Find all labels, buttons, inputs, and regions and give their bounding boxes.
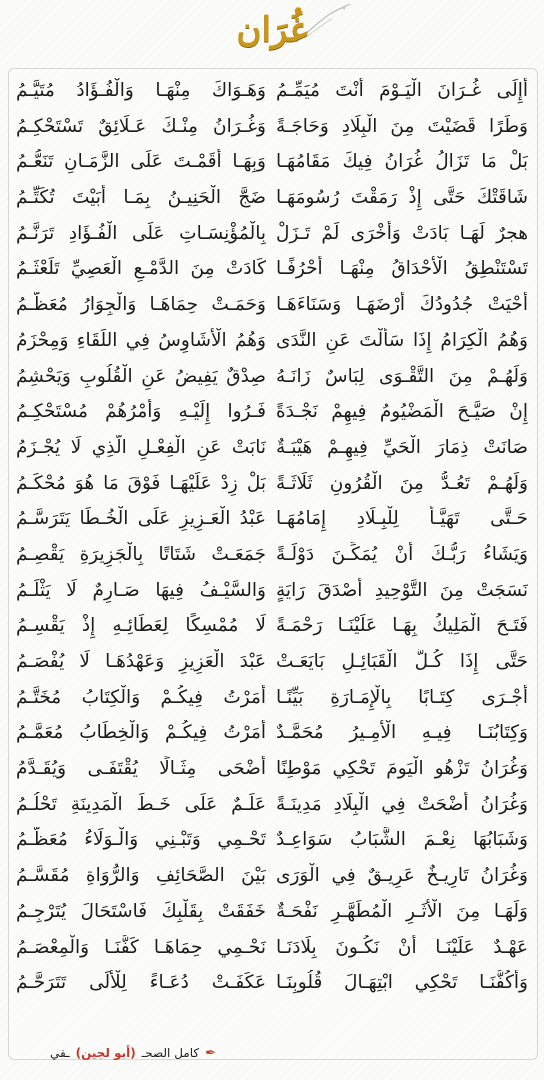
verse-second-hemistich: وَحَمَـتْ حِمَاهَـا وَالْجِوَارُ مُعَظَّـمُ <box>16 294 266 316</box>
verse-row <box>10 788 534 824</box>
verse-first-hemistich: وَأَكُفُّنَـا تَحْكِي ابْتِهَـالَ قُلُوبِنَـا <box>276 972 528 994</box>
poem-body <box>10 74 534 1002</box>
verse-row <box>10 823 534 859</box>
verse-row <box>10 288 534 324</box>
verse-second-hemistich: صِدْقٌ يَفِيضُ عَنِ الْقُلُوبِ وَيَحْشِمُ <box>16 365 266 387</box>
verse-second-hemistich: لَا مُمْسِكًا لِعَطَائِـهِ إِذْ يَقْسِـمُ <box>16 615 266 637</box>
verse-first-hemistich: أَإِلَى غُـرَانَ الْيَـوْمَ أَنْتَ مُيَمِّـمُ <box>276 80 528 101</box>
verse-second-hemistich: وَبِهَـا أَقَمْـتَ عَلَى الزَّمَـانِ تَنَعُّـمُ <box>16 151 266 173</box>
verse-first-hemistich: وَلَهُـمْ مِنَ التَّقْـوَى لِبَاسٌ زَانَـهُ <box>276 365 528 387</box>
author-nickname: (أبو لجين) <box>75 1046 136 1060</box>
verse-first-hemistich: هجرٌ لَهَـا بَادَتْ وَأُخْرَى لَمْ تَـزَلْ <box>276 222 528 244</box>
verse-first-hemistich: تَسْتَنْطِقُ الْأَحْدَاقُ مِنْهَـا أَحْرُفًـا <box>276 258 528 280</box>
verse-second-hemistich: أَمَرْتُ فِيكُـمْ وَالْكِتَابُ مُخَتَّـمُ <box>16 686 266 708</box>
verse-first-hemistich: وَهُمُ الْكِرَامُ إِذَا سَأَلْتَ عَنِ النَّدَى <box>276 329 528 351</box>
verse-row <box>10 467 534 503</box>
verse-row <box>10 716 534 752</box>
verse-row <box>10 74 534 110</box>
verse-row <box>10 145 534 181</box>
author-name-prefix: كامل الصحـ <box>141 1046 200 1060</box>
verse-row <box>10 431 534 467</box>
verse-row <box>10 360 534 396</box>
verse-row <box>10 252 534 288</box>
verse-row <box>10 217 534 253</box>
verse-row <box>10 752 534 788</box>
verse-second-hemistich: تَحْـمِي وَتَبْـنِي وَالْـوَلَاءُ مُعَظَّـمُ <box>16 829 266 851</box>
author-signature <box>50 1042 216 1064</box>
verse-first-hemistich: أَجْـرَى كِتَـابًا بِالْإِمَـارَةِ بَيِّنًـا <box>276 686 528 708</box>
verse-second-hemistich: بَيْنَ الصَّحَائِفِ وَالرُّوَاةِ مُقَسَّـمُ <box>16 865 266 887</box>
verse-first-hemistich: وَطَرًا قَضَيْتَ مِنَ الْبِلَادِ وَحَاجَـةً <box>276 115 528 137</box>
verse-second-hemistich: عَلَـمٌ عَلَى خَـطِّ الْمَدِينَةِ تَحْلُـمُ <box>16 793 266 815</box>
verse-row <box>10 395 534 431</box>
verse-second-hemistich: عَبْدُ الْعَـزِيزِ عَلَى الْخُـطَا يَتَرَسَّـمُ <box>16 508 266 530</box>
verse-first-hemistich: وَكِتَابُنَـا فِيـهِ الْأَمِـيرُ مُحَمَّـدٌ <box>276 722 528 744</box>
author-name-suffix: ـفي <box>50 1046 70 1060</box>
pen-icon: ✒ <box>205 1045 216 1061</box>
verse-first-hemistich: صَانَتْ ذِمَارَ الْحَيِّ فِيهِـمْ هَيْبَـةٌ <box>276 436 528 458</box>
verse-row <box>10 181 534 217</box>
verse-second-hemistich: وَهُمُ الْأَشَاوِسُ فِي اللِّقَاءِ وَمِحْزَمُ <box>16 329 266 351</box>
verse-second-hemistich: نَابَتْ عَنِ الْفِعْـلِ الَّذِي لَا يُجْـزَمُ <box>16 436 266 458</box>
verse-row <box>10 645 534 681</box>
verse-row <box>10 931 534 967</box>
verse-row <box>10 966 534 1002</box>
verse-row <box>10 110 534 146</box>
verse-second-hemistich: جَمَعَـتْ شَتَاتًا بِالْجَزِيرَةِ يَقْصِـمُ <box>16 543 266 565</box>
verse-first-hemistich: فَتَـحَ الْمَلِيكُ بِهَـا عَلَيْنَـا رَحْمَـةً <box>276 615 528 637</box>
verse-row <box>10 502 534 538</box>
verse-second-hemistich: فَـرُوا إِلَيْـهِ وَأَمْرُهُمْ مُسْتَحْكِـمُ <box>16 401 266 423</box>
verse-first-hemistich: حَـتَّى تَهَيَّـأَ لِلْبِـلَادِ إِمَامُهَـا <box>276 508 528 530</box>
verse-first-hemistich: وَلَهَـا مِنَ الْأَثَـرِ الْمُطَهَّـرِ نَفْحَـةٌ <box>276 900 528 922</box>
verse-row <box>10 681 534 717</box>
verse-first-hemistich: وَشَبَابُهَا نِعْـمَ الشَّبَابُ سَوَاعِـدٌ <box>276 829 528 851</box>
verse-second-hemistich: عَكَفَـتْ دُعَـاءً لِلْأُلَى تَتَرَحَّـمُ <box>16 972 266 994</box>
verse-first-hemistich: وَيَشَاءُ رَبُّـكَ أَنْ يُمَكِّـنَ دَوْلَـةً <box>276 543 528 565</box>
verse-row <box>10 859 534 895</box>
poem-title: غُرَان <box>236 10 308 50</box>
verse-first-hemistich: وَغُرَانُ تَزْهُو الْيَومَ تَحْكِي مَوْطِنًا <box>276 758 528 780</box>
verse-second-hemistich: ضَجَّ الْحَنِيـنُ بِمَـا أَبَيْتَ تُكَتِّـمُ <box>16 187 266 209</box>
verse-first-hemistich: وَغُرَانُ تَارِيـخٌ عَرِيـقٌ فِي الْوَرَى <box>276 865 528 887</box>
verse-first-hemistich: نَسَجَتْ مِنَ التَّوْحِيدِ أَصْدَقَ رَايَةٍ <box>276 579 528 601</box>
verse-second-hemistich: وَغُـرَانُ مِنْـكَ عَـلَائِقٌ تَسْتَحْكِـمُ <box>16 115 266 137</box>
verse-second-hemistich: بِالْمُؤْنِسَـاتِ عَلَى الْفُـؤَادِ تَرَنَّـمُ <box>16 222 266 244</box>
title-area <box>0 0 544 70</box>
verse-second-hemistich: نَحْـمِي حِمَاهَـا كَفُّنَـا وَالْمِعْصَـمُ <box>16 936 266 958</box>
verse-first-hemistich: حَتَّى إِذَا كُـلُّ الْقَبَائِـلِ بَايَعَـتْ <box>276 651 528 672</box>
verse-second-hemistich: عَبْدَ الْعَزِيزِ وَعَهْدُهَـا لَا يُفْصَـمُ <box>16 651 266 672</box>
verse-second-hemistich: بَلْ زِدْ عَلَيْهَـا فَوْقَ مَا هُوَ مُحْكَـمُ <box>16 472 266 494</box>
verse-second-hemistich: أَمَرْتُ فِيكُـمْ وَالْخِطَابُ مُعَمَّـمُ <box>16 722 266 744</box>
verse-first-hemistich: شَاقَتْكَ حَتَّى إِذْ رَمَقْتَ رُسُومَهَـا <box>276 187 528 209</box>
verse-second-hemistich: وَهَـوَاكَ مِنْهَـا وَالْفُـؤَادُ مُتَيَّـمُ <box>16 80 266 101</box>
verse-second-hemistich: خَفَقَتْ بِقَلْبِكَ فَاسْتَحَالَ يُتَرْجِـمُ <box>16 900 266 922</box>
verse-row <box>10 609 534 645</box>
verse-first-hemistich: إِنْ صَيَّـحَ الْمَضْيُومُ فِيهِمْ نَجْـدَةً <box>276 401 528 423</box>
verse-first-hemistich: عَهْـدٌ عَلَيْنَـا أَنْ نَكُـونَ بِلَادَنَـا <box>276 936 528 958</box>
verse-second-hemistich: وَالسَّيْـفُ فِيهَا صَـارِمٌ لَا يَثْلَـمُ <box>16 579 266 601</box>
verse-first-hemistich: وَغُرَانُ أَضْحَتْ فِي الْبِلَادِ مَدِينَـةً <box>276 793 528 815</box>
verse-row <box>10 895 534 931</box>
verse-first-hemistich: بَلْ مَا تَزَالُ غُرَانُ فِيكَ مَقَامُهَـا <box>276 151 528 173</box>
verse-row <box>10 324 534 360</box>
verse-second-hemistich: كَادَتْ مِنَ الدَّمْـعِ الْعَصِيِّ تَلَعْثَـمُ <box>16 258 266 280</box>
verse-first-hemistich: وَلَهُـمْ تَعُـدُّ مِنَ الْقُرُونِ ثَلَاثَـةً <box>276 472 528 494</box>
verse-row <box>10 574 534 610</box>
verse-row <box>10 538 534 574</box>
verse-second-hemistich: أَضْحَى مِثَـالًا يُقْتَفَـى وَيُقَـدَّمُ <box>16 758 266 780</box>
verse-first-hemistich: أَحْيَتْ جُدُودُكَ أَرْضَهَـا وَسَنَاءَهَـا <box>276 294 528 316</box>
